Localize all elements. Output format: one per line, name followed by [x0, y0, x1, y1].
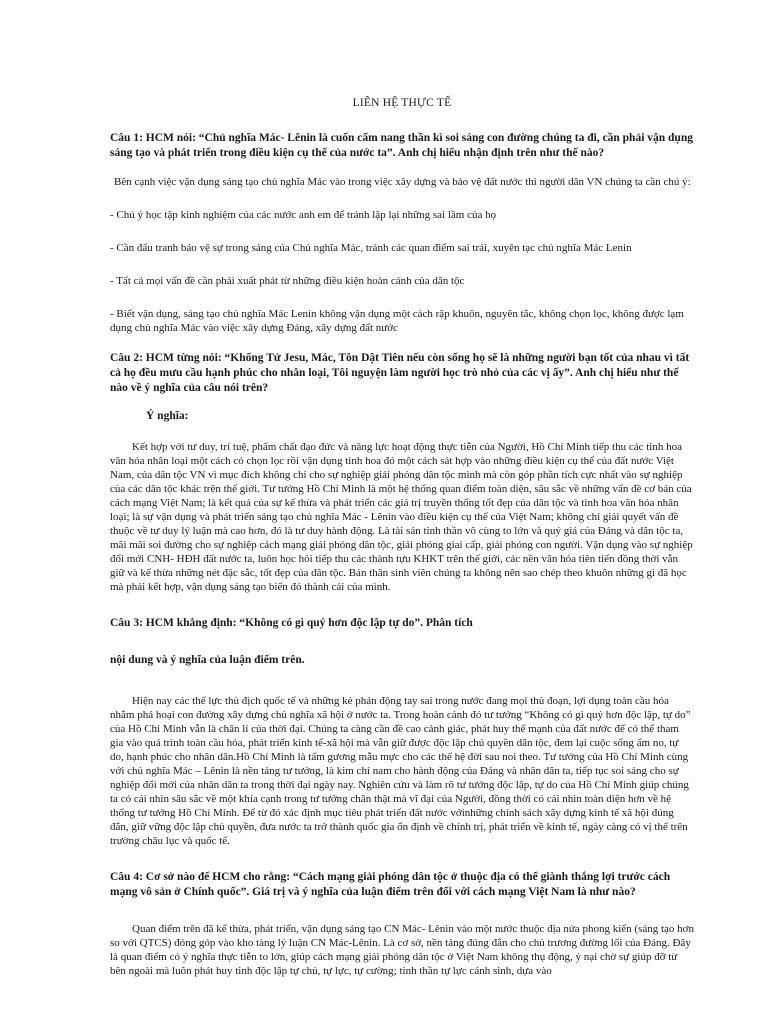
question-3-line-1: Câu 3: HCM khẳng định: “Không có gì quý hơn độc lập tự do”. Phân tích [110, 617, 473, 629]
question-4: Câu 4: Cơ sở nào để HCM cho rằng: “Cách mạng giải phóng dân tộc ở thuộc địa có thể giành thắng lợi trước cách mạng vô sản ở Chính quốc”. Giá trị và ý nghĩa của luận điểm trên đối với cách mạng Việt Nam là như nào? [110, 871, 671, 898]
question-3-line-2: nội dung và ý nghĩa của luận điểm trên. [110, 654, 305, 666]
question-1-bullet-2: - Cần đấu tranh bảo vệ sự trong sáng của Chủ nghĩa Mác, tránh các quan điểm sai trái, xuyên tạc chủ nghĩa Mác Lenin [110, 242, 632, 254]
question-4-body: Quan điểm trên đã kế thừa, phát triển, vận dụng sáng tạo CN Mác- Lênin vào một nước thuộc địa nửa phong kiến (sáng tạo hơn so với QTCS) đóng góp vào kho tàng lý luận CN Mác-Lênin. Là cơ sở, nền tảng đúng đắn cho chủ trương đường lối của Đảng. Đây là quan điểm có ý nghĩa thực tiễn to lớn, giúp cách mạng giải phóng dân tộc ở Việt Nam không thụ động, ỷ nại chờ sự giúp đỡ từ bên ngoài mà luôn phát huy tinh độc lập tự chủ, tự lực, tự cường; tinh thần tự lực cánh sinh, dựa vào [110, 923, 694, 977]
question-1: Câu 1: HCM nói: “Chủ nghĩa Mác- Lênin là cuốn cẩm nang thần kì soi sáng con đường chúng ta đi, cần phải vận dụng sáng tạo và phát triển trong điều kiện cụ thể của nước ta”. Anh chị hiểu nhận định trên như thế nào? [110, 132, 693, 159]
question-2-label: Ý nghĩa: [146, 410, 189, 422]
question-2-body: Kết hợp với tư duy, trí tuệ, phẩm chất đạo đức và năng lực hoạt động thực tiễn của Người, Hồ Chí Minh tiếp thu các tinh hoa văn hóa nhân loại một cách có chọn lọc rồi vận dụng tinh hoa đó một cách sát hợp vào những điều kiện cụ thể của đất nước Việt Nam, của dân tộc VN vì mục đích không chỉ cho sự nghiệp giải phóng dân tộc mình mà còn góp phần tích cực nhất vào sự nghiệp của các dân tộc khác trên thế giới. Tư tưởng Hồ Chí Minh là một hệ thống quan điểm toàn diện, sâu sắc về những vấn đề cơ bản của cách mạng Việt Nam; là kết quả của sự kế thừa và phát triển các giá trị truyền thống tốt đẹp của dân tộc và tinh hoa văn hóa nhân loại; là sự vận dụng và phát triển sáng tạo chủ nghĩa Mác - Lênin vào điều kiện cụ thể của Việt Nam; không chỉ giải quyết vấn đề thuộc về tư duy lý luận mà cao hơn, đó là tư duy hành động. Là tài sản tinh thần vô cùng to lớn và quý giá của Đảng và dân tộc ta, mãi mãi soi đường cho sự nghiệp cách mạng giải phóng dân tộc, giải phóng giai cấp, giải phóng con người. Vận dụng vào sự nghiệp đổi mới CNH- HĐH đất nước ta, luôn học hỏi tiếp thu các thành tựu KHKT trên thế giới, các nền văn hóa tiên tiến đồng thời vẫn giữ và kế thừa những nét đặc sắc, tốt đẹp của dân tộc. Bản thân sinh viên chúng ta không nên sao chép theo khuôn những gì đã học mà phải kết hợp, vận dụng sáng tạo biến đó thành cái của mình. [110, 441, 693, 593]
question-1-bullet-1: - Chú ý học tập kinh nghiệm của các nước anh em để tránh lặp lại những sai lầm của họ [110, 209, 497, 221]
question-1-intro: Bên cạnh việc vận dụng sáng tạo chủ nghĩa Mác vào trong việc xây dựng và bảo vệ đất nước thì người dân VN chúng ta cần chú ý: [114, 176, 691, 188]
question-2: Câu 2: HCM từng nói: “Khổng Tử Jesu, Mác, Tôn Dật Tiên nếu còn sống họ sẽ là những người bạn tốt của nhau vì tất cả họ đều mưu cầu hạnh phúc cho nhân loại, Tôi nguyện làm người học trò nhỏ của các vị ấy”. Anh chị hiểu như thế nào về ý nghĩa của câu nói trên? [110, 352, 690, 394]
question-1-bullet-4: - Biết vận dụng, sáng tạo chủ nghĩa Mác Lenin không vận dụng một cách rập khuôn, nguyên tắc, không chọn lọc, không được lạm dụng chủ nghĩa Mác vào việc xây dựng Đảng, xây dựng đất nước [110, 308, 684, 334]
document-title: LIÊN HỆ THỰC TẾ [352, 97, 452, 109]
question-3-body: Hiện nay các thế lực thù địch quốc tế và những kẻ phản động tay sai trong nước đang mọi thủ đoạn, lợi dụng toàn cầu hóa nhằm phá hoại con đường xây dựng chủ nghĩa xã hội ở nước ta. Trong hoàn cảnh đó tư tưởng “Không có gì quý hơn độc lập, tự do” của Hồ Chí Minh vẫn là chân lí của thời đại. Chúng ta càng cần đề cao cảnh giác, phát huy thế mạnh của đất nước để có thể tham gia vào quá trình toàn cầu hóa, phát triển kinh tế-xã hội mà vẫn giữ được độc lập chủ quyền dân tộc, đem lại cuộc sống ấm no, tự do, hạnh phúc cho nhân dân.Hồ Chí Minh là tấm gương mẫu mực cho các thế hệ đời sau noi theo. Tư tưởng của Hồ Chí Minh cùng với chủ nghĩa Mác – Lênin là nền tảng tư tưởng, là kim chỉ nam cho hành động của Đảng và nhân dân ta, tiếp tục soi sáng cho sự nghiệp đổi mới của nhân dân ta trong thời đại ngày nay. Nghiên cứu và làm rõ tư tưởng độc lập, tự do của Hồ Chí Minh giúp chúng ta có cái nhìn sâu sắc về một khía cạnh trong tư tưởng chân thật mà vĩ đại của Người, đồng thời có cái nhìn toàn diện hơn về hệ thống tư tưởng Hồ Chí Minh. Để từ đó xác định mục tiêu phát triển đất nước vớinhững chính sách xây dựng kinh tế xã hội đúng đắn, giữ vững độc lập chủ quyền, đưa nước ta trở thành quốc gia ổn định về chính trị, phát triển về kinh tế, ngày càng có vị thế trên trường châu lục và quốc tế. [110, 695, 691, 847]
question-1-bullet-3: - Tất cả mọi vấn đề cần phải xuất phát từ những điều kiện hoàn cảnh của dân tộc [110, 275, 465, 287]
